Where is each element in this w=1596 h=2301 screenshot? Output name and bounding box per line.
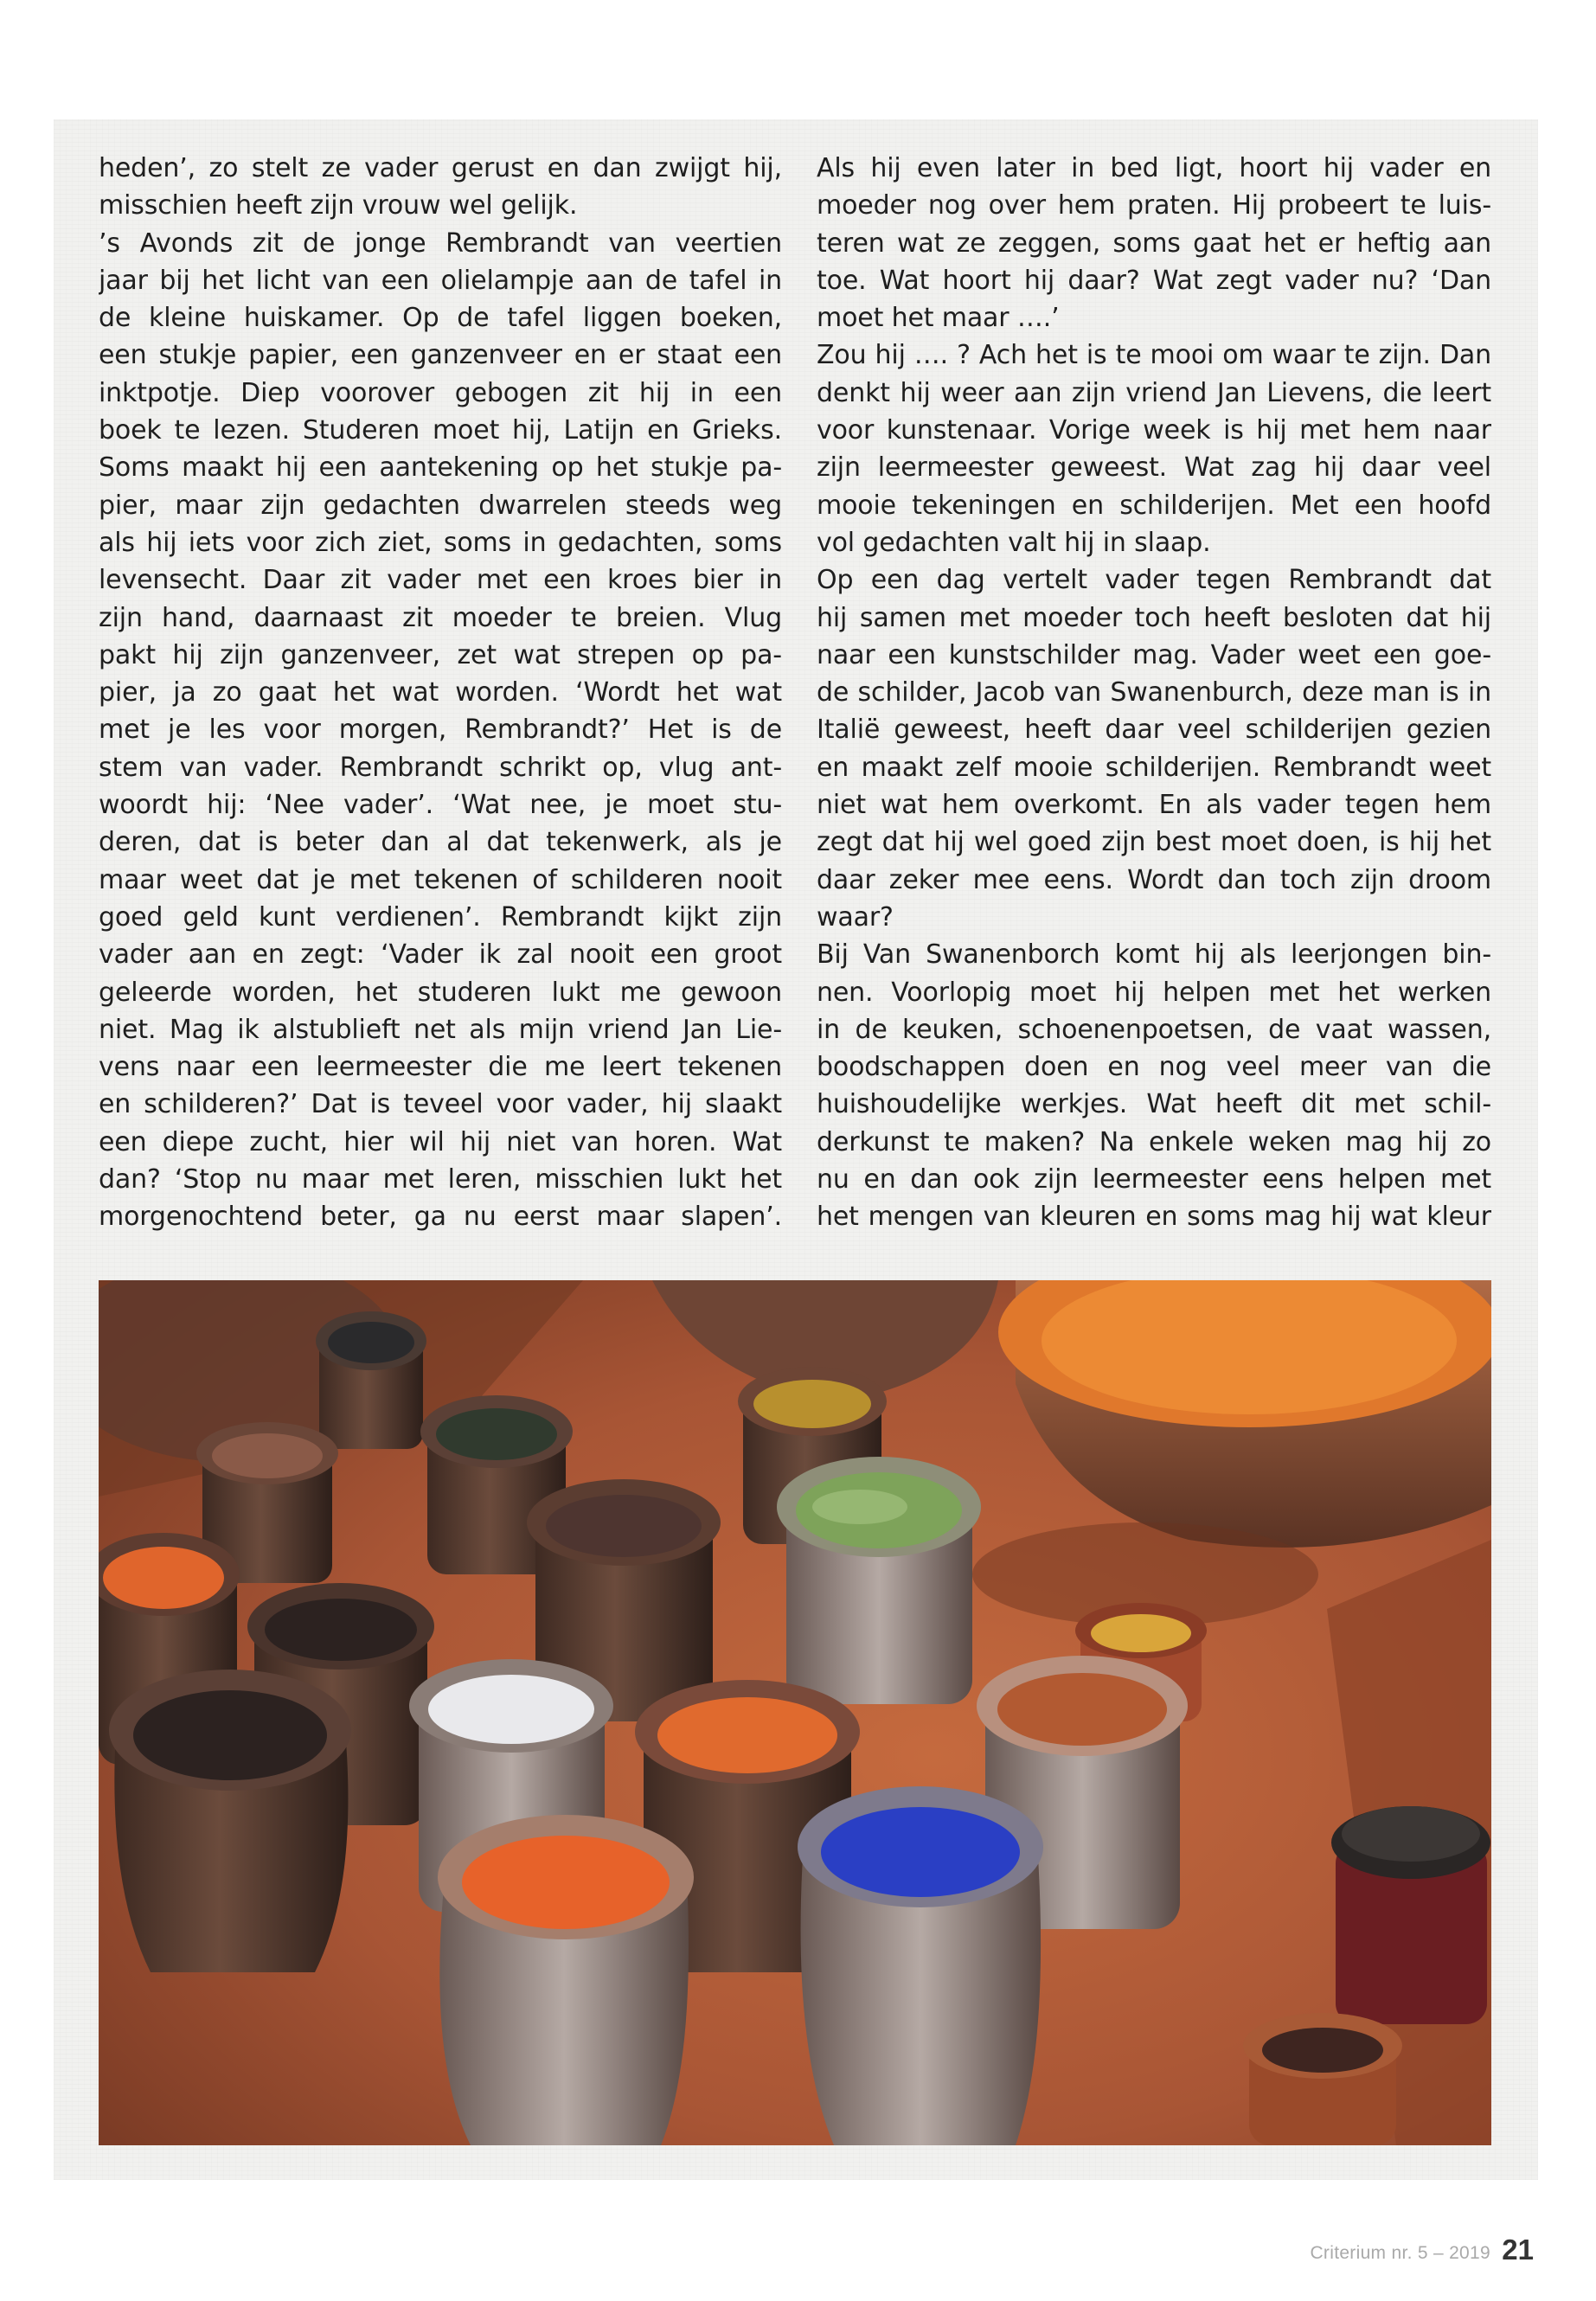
text-line: derkunst te maken? Na enkele weken mag hij zo bbox=[817, 1126, 1491, 1157]
text-line: moeder nog over hem praten. Hij probeert te luis- bbox=[817, 190, 1491, 221]
text-line: dan? ‘Stop nu maar met leren, misschien lukt het bbox=[99, 1164, 782, 1195]
text-line: een diepe zucht, hier wil hij niet van horen. Wat bbox=[99, 1126, 782, 1157]
text-line: waar? bbox=[817, 901, 894, 933]
text-line: het mengen van kleuren en soms mag hij wat kleur bbox=[817, 1202, 1491, 1233]
text-line: mooie tekeningen en schilderijen. Met een hoofd bbox=[817, 490, 1491, 521]
text-line: stem van vader. Rembrandt schrikt op, vlug ant- bbox=[99, 752, 782, 783]
text-line: nu en dan ook zijn leermeester eens helpen met bbox=[817, 1164, 1491, 1195]
text-line: zegt dat hij wel goed zijn best moet doen, is hij het bbox=[817, 827, 1491, 858]
text-line: woordt hij: ‘Nee vader’. ‘Wat nee, je moet stu- bbox=[99, 790, 782, 821]
text-line: niet. Mag ik alstublieft net als mijn vriend Jan Lie- bbox=[99, 1014, 782, 1045]
text-line: niet wat hem overkomt. En als vader tegen hem bbox=[817, 790, 1491, 821]
text-line: Italië geweest, heeft daar veel schilderijen gezien bbox=[817, 715, 1491, 746]
text-line: Zou hij …. ? Ach het is te mooi om waar te zijn. Dan bbox=[817, 340, 1491, 371]
text-line: Als hij even later in bed ligt, hoort hij vader en bbox=[817, 153, 1491, 183]
text-column-left bbox=[99, 150, 782, 1236]
text-line: teren wat ze zeggen, soms gaat het er heftig aan bbox=[817, 228, 1491, 259]
text-line: inktpotje. Diep voorover gebogen zit hij in een bbox=[99, 377, 782, 408]
text-line: en maakt zelf mooie schilderijen. Rembrandt weet bbox=[817, 752, 1491, 783]
text-line: boek te lezen. Studeren moet hij, Latijn en Grieks. bbox=[99, 415, 782, 446]
pigment-pots-photo bbox=[99, 1280, 1491, 2145]
text-line: denkt hij weer aan zijn vriend Jan Lievens, die leert bbox=[817, 377, 1491, 408]
text-line: pier, maar zijn gedachten dwarrelen steeds weg bbox=[99, 490, 782, 521]
text-line: Bij Van Swanenborch komt hij als leerjongen bin- bbox=[817, 939, 1491, 971]
text-line: hij samen met moeder toch heeft besloten dat hij bbox=[817, 602, 1491, 633]
text-line: toe. Wat hoort hij daar? Wat zegt vader nu? ‘Dan bbox=[817, 265, 1491, 296]
text-column-right bbox=[817, 150, 1491, 1236]
text-line: naar een kunstschilder mag. Vader weet een goe- bbox=[817, 639, 1491, 670]
text-line: deren, dat is beter dan al dat tekenwerk, als je bbox=[99, 827, 782, 858]
text-line: heden’, zo stelt ze vader gerust en dan zwijgt hij, bbox=[99, 153, 782, 183]
text-line: pier, ja zo gaat het wat worden. ‘Wordt het wat bbox=[99, 677, 782, 708]
text-line: daar zeker mee eens. Wordt dan toch zijn droom bbox=[817, 864, 1491, 895]
text-line: in de keuken, schoenenpoetsen, de vaat wassen, bbox=[817, 1014, 1491, 1045]
text-line: pakt hij zijn ganzenveer, zet wat strepen op pa- bbox=[99, 639, 782, 670]
text-line: als hij iets voor zich ziet, soms in gedachten, soms bbox=[99, 527, 782, 558]
text-line: vens naar een leermeester die me leert tekenen bbox=[99, 1052, 782, 1083]
page-number: 21 bbox=[1502, 2234, 1534, 2266]
text-line: Op een dag vertelt vader tegen Rembrandt dat bbox=[817, 565, 1491, 596]
text-line: boodschappen doen en nog veel meer van die bbox=[817, 1052, 1491, 1083]
text-line: Soms maakt hij een aantekening op het stukje pa- bbox=[99, 452, 782, 484]
text-line: een stukje papier, een ganzenveer en er staat een bbox=[99, 340, 782, 371]
text-line: geleerde worden, het studeren lukt me gewoon bbox=[99, 977, 782, 1008]
text-line: de schilder, Jacob van Swanenburch, deze man is in bbox=[817, 677, 1491, 708]
text-line: met je les voor morgen, Rembrandt?’ Het is de bbox=[99, 715, 782, 746]
text-line: levensecht. Daar zit vader met een kroes bier in bbox=[99, 565, 782, 596]
text-line: misschien heeft zijn vrouw wel gelijk. bbox=[99, 190, 578, 221]
text-line: huishoudelijke werkjes. Wat heeft dit met schil- bbox=[817, 1089, 1491, 1120]
text-line: goed geld kunt verdienen’. Rembrandt kijkt zijn bbox=[99, 901, 782, 933]
text-line: vader aan en zegt: ‘Vader ik zal nooit een groot bbox=[99, 939, 782, 971]
text-line: moet het maar ….’ bbox=[817, 303, 1060, 334]
text-line: vol gedachten valt hij in slaap. bbox=[817, 527, 1211, 558]
text-line: morgenochtend beter, ga nu eerst maar slapen’. bbox=[99, 1202, 782, 1233]
text-line: nen. Voorlopig moet hij helpen met het werken bbox=[817, 977, 1491, 1008]
text-line: jaar bij het licht van een olielampje aan de tafel in bbox=[99, 265, 782, 296]
text-line: ’s Avonds zit de jonge Rembrandt van veertien bbox=[99, 228, 782, 259]
text-line: de kleine huiskamer. Op de tafel liggen boeken, bbox=[99, 303, 782, 334]
publication-info: Criterium nr. 5 – 2019 bbox=[1310, 2243, 1490, 2263]
text-line: maar weet dat je met tekenen of schilderen nooit bbox=[99, 864, 782, 895]
text-line: zijn leermeester geweest. Wat zag hij daar veel bbox=[817, 452, 1491, 484]
text-line: zijn hand, daarnaast zit moeder te breien. Vlug bbox=[99, 602, 782, 633]
text-line: voor kunstenaar. Vorige week is hij met hem naar bbox=[817, 415, 1491, 446]
text-line: en schilderen?’ Dat is teveel voor vader, hij slaakt bbox=[99, 1089, 782, 1120]
